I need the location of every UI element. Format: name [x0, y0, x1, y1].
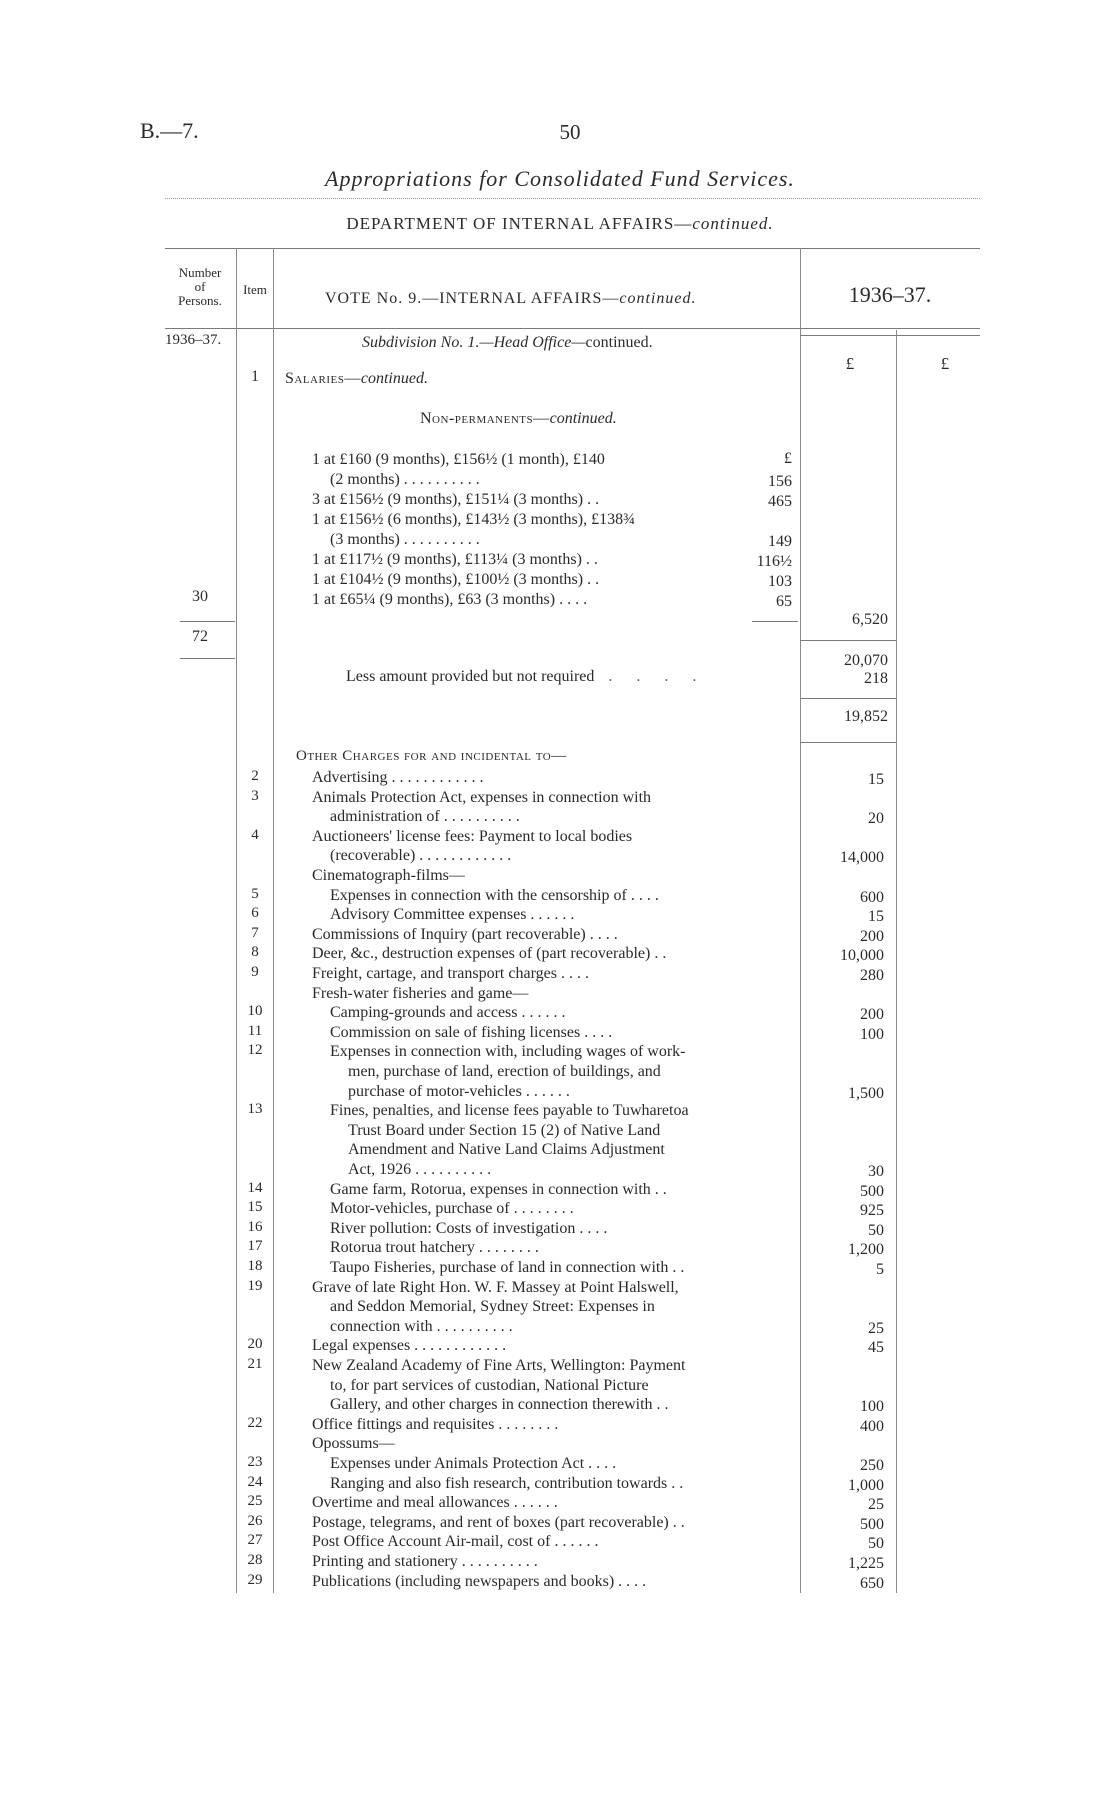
charge-item-number: 6 [251, 905, 259, 922]
charge-amount: 250 [860, 1457, 884, 1474]
less-label-leaders: . . . . [594, 668, 707, 685]
charge-item-number: 17 [247, 1238, 263, 1255]
charge-description: Amendment and Native Land Claims Adjustment [348, 1141, 665, 1159]
year-header: 1936–37. [848, 282, 932, 307]
charge-description: Camping-grounds and access . . . . . . [330, 1004, 566, 1022]
charge-description: Expenses under Animals Protection Act . . . . [330, 1455, 617, 1472]
charge-item-number: 19 [247, 1277, 263, 1294]
charge-amount: 500 [860, 1515, 884, 1533]
charge-description: Deer, &c., destruction expenses of (part recoverable) . . [312, 945, 667, 963]
charge-amount: 500 [860, 1182, 884, 1200]
table-head-rule [165, 328, 980, 329]
salary-line-amount: 156 [768, 473, 792, 490]
charge-amount: 280 [860, 967, 884, 984]
subdivision-heading [362, 334, 653, 352]
charge-description: Cinematograph-films— [312, 867, 465, 884]
charge-description: Trust Board under Section 15 (2) of Native Land [348, 1121, 661, 1139]
persons-total: 72 [192, 628, 208, 645]
charge-description: New Zealand Academy of Fine Arts, Wellington: Payment [312, 1357, 686, 1374]
charge-amount: 50 [868, 1535, 884, 1553]
salary-line-text: 1 at £156½ (6 months), £143½ (3 months), £138¾ [312, 511, 636, 528]
charge-item-number: 26 [247, 1512, 263, 1529]
persons-nonperm: 30 [192, 588, 208, 605]
charge-item-number: 21 [247, 1356, 263, 1372]
persons-header [165, 266, 235, 308]
salary-line-text: 1 at £104½ (9 months), £100½ (3 months) . . [312, 571, 600, 588]
charge-amount: 1,200 [848, 1241, 884, 1259]
charge-amount: 100 [860, 1025, 884, 1043]
salary-line-amount: 116½ [756, 553, 792, 570]
charge-description: Grave of late Right Hon. W. F. Massey at Point Halswell, [312, 1278, 679, 1296]
charge-amount: 200 [860, 1006, 884, 1024]
charge-description: Post Office Account Air-mail, cost of . . . . . . [312, 1533, 599, 1551]
charge-item-number: 10 [247, 1003, 263, 1020]
charge-item-number: 22 [247, 1414, 263, 1431]
charge-amount: 20 [868, 810, 884, 828]
charge-amount: 30 [868, 1163, 884, 1180]
less-label-text: Less amount provided but not required [346, 668, 595, 685]
salary-line-text: (2 months) . . . . . . . . . . [330, 471, 480, 488]
title-rule [165, 198, 980, 199]
vote-title-text: VOTE No. 9.—INTERNAL AFFAIRS— [325, 290, 620, 307]
charge-description: to, for part services of custodian, National Picture [330, 1376, 649, 1394]
charge-item-number: 13 [247, 1101, 263, 1118]
persons-rule-bottom [180, 658, 235, 659]
nonperm-heading [420, 410, 617, 428]
charge-item-number: 15 [247, 1199, 263, 1216]
charge-description: Rotorua trout hatchery . . . . . . . . [330, 1239, 539, 1257]
charge-amount: 925 [860, 1202, 884, 1220]
charge-description: connection with . . . . . . . . . . [330, 1317, 513, 1335]
charge-item-number: 23 [247, 1454, 263, 1470]
charge-amount: 25 [868, 1319, 884, 1337]
charge-amount: 14,000 [840, 849, 884, 867]
charge-amount: 45 [868, 1339, 884, 1357]
charge-description: Expenses in connection with the censorship of . . . . [330, 886, 659, 904]
salaries-continued: continued. [360, 370, 428, 387]
charge-amount: 50 [868, 1221, 884, 1239]
charge-amount: 650 [860, 1574, 884, 1592]
other-charges-heading: Other Charges for and incidental to— [296, 748, 567, 764]
charge-description: Taupo Fisheries, purchase of land in connection with . . [330, 1259, 685, 1276]
department-heading [250, 214, 870, 234]
charge-item-number: 29 [247, 1571, 263, 1588]
charge-item-number: 25 [247, 1493, 263, 1510]
charge-description: Act, 1926 . . . . . . . . . . [348, 1161, 492, 1178]
col-divider-money [896, 330, 897, 1593]
charge-item-number: 9 [251, 964, 259, 980]
charge-item-number: 4 [251, 826, 259, 843]
charge-description: Commission on sale of fishing licenses . . . . [330, 1023, 613, 1041]
pound-symbol-a: £ [845, 354, 855, 373]
charge-item-number: 20 [247, 1336, 263, 1353]
salaries-item-number: 1 [251, 368, 259, 385]
charge-item-number: 5 [251, 885, 259, 902]
salaries-net: 19,852 [844, 708, 888, 725]
less-label [346, 668, 706, 686]
charge-description: Auctioneers' license fees: Payment to local bodies [312, 827, 633, 845]
charge-description: Motor-vehicles, purchase of . . . . . . . . [330, 1200, 574, 1218]
charge-description: Advisory Committee expenses . . . . . . [330, 906, 575, 924]
charge-description: (recoverable) . . . . . . . . . . . . [330, 847, 512, 865]
charge-description: Opossums— [312, 1435, 395, 1453]
charge-description: Office fittings and requisites . . . . . . . . [312, 1415, 559, 1433]
col-divider-item [273, 248, 274, 1593]
charge-item-number: 24 [247, 1473, 263, 1490]
salary-line-amount: 149 [768, 533, 792, 550]
salaries-total: 20,070 [844, 652, 888, 669]
charge-item-number: 28 [247, 1552, 263, 1568]
pound-symbol-b: £ [940, 354, 950, 373]
page-code: B.—7. [140, 118, 199, 143]
persons-header-line1: Number [178, 265, 222, 280]
charge-item-number: 2 [251, 768, 259, 784]
charge-amount: 400 [860, 1417, 884, 1435]
salaries-label: Salaries— [285, 370, 361, 387]
charge-item-number: 27 [247, 1532, 263, 1549]
charge-description: Fresh-water fisheries and game— [312, 984, 529, 1002]
salary-line-text: 1 at £117½ (9 months), £113¼ (3 months) . . [312, 551, 598, 568]
charge-description: Postage, telegrams, and rent of boxes (part recoverable) . . [312, 1513, 685, 1531]
subdivision-continued: continued. [585, 334, 653, 351]
charge-item-number: 14 [247, 1179, 263, 1196]
charge-item-number: 8 [251, 944, 259, 961]
salary-line-text: 1 at £65¼ (9 months), £63 (3 months) . . . . [312, 591, 588, 608]
charge-amount: 1,000 [848, 1476, 884, 1494]
charge-amount: 600 [860, 888, 884, 906]
charge-item-number: 16 [247, 1218, 263, 1235]
charge-description: Legal expenses . . . . . . . . . . . . [312, 1337, 507, 1355]
charge-description: Ranging and also fish research, contribution towards . . [330, 1474, 684, 1492]
charge-description: Advertising . . . . . . . . . . . . [312, 769, 484, 786]
table-top-rule [165, 248, 980, 249]
charge-description: Freight, cartage, and transport charges . . . . [312, 965, 589, 982]
page-number: 50 [559, 120, 581, 144]
charge-item-number: 11 [247, 1022, 263, 1039]
charge-description: Overtime and meal allowances . . . . . . [312, 1494, 558, 1512]
persons-year: 1936–37. [165, 332, 222, 348]
salaries-subtotal: 6,520 [852, 611, 888, 628]
charge-description: Printing and stationery . . . . . . . . . . [312, 1553, 538, 1570]
charge-item-number: 3 [251, 787, 259, 804]
charge-amount: 1,225 [848, 1555, 884, 1572]
persons-header-line2: of [194, 279, 206, 294]
salaries-heading [285, 370, 428, 388]
charge-amount: 15 [868, 908, 884, 926]
charge-description: administration of . . . . . . . . . . [330, 808, 520, 826]
charge-description: purchase of motor-vehicles . . . . . . [348, 1082, 570, 1100]
charge-description: Gallery, and other charges in connection therewith . . [330, 1396, 669, 1414]
charge-item-number: 18 [247, 1258, 263, 1274]
year-underline [800, 335, 980, 336]
vote-title-continued: continued. [619, 290, 697, 307]
net-rule [800, 742, 896, 743]
less-rule-top [800, 698, 896, 699]
salary-lines-rule [752, 621, 798, 622]
charge-amount: 15 [868, 771, 884, 788]
salary-line-amount: 465 [768, 493, 792, 510]
charge-description: Commissions of Inquiry (part recoverable) . . . . [312, 925, 618, 943]
subtotal-rule [800, 640, 896, 641]
salary-line-amount: 103 [768, 573, 792, 590]
charge-item-number: 12 [247, 1042, 263, 1059]
charge-amount: 25 [868, 1496, 884, 1514]
subdivision-text: Subdivision No. 1.—Head Office— [362, 334, 586, 351]
salary-line-text: (3 months) . . . . . . . . . . [330, 531, 480, 548]
charge-description: and Seddon Memorial, Sydney Street: Expenses in [330, 1298, 655, 1316]
charge-amount: 100 [860, 1398, 884, 1416]
charge-amount: 1,500 [848, 1084, 884, 1102]
salaries-pound-symbol: £ [784, 450, 792, 467]
salary-line-text: 3 at £156½ (9 months), £151¼ (3 months) . . [312, 491, 600, 508]
salary-line-text: 1 at £160 (9 months), £156½ (1 month), £140 [312, 451, 605, 468]
charge-amount: 200 [860, 927, 884, 945]
nonperm-label: Non-permanents— [420, 410, 550, 427]
vote-title [325, 290, 696, 308]
charge-description: River pollution: Costs of investigation . . . . [330, 1219, 608, 1237]
persons-header-line3: Persons. [178, 293, 222, 308]
page-title: Appropriations for Consolidated Fund Services. [325, 166, 795, 191]
item-header: Item [243, 282, 267, 297]
charge-description: Animals Protection Act, expenses in connection with [312, 788, 652, 806]
nonperm-continued: continued. [549, 410, 617, 427]
persons-rule-top [180, 621, 235, 622]
salary-line-amount: 65 [776, 593, 792, 610]
charge-description: Expenses in connection with, including wages of work- [330, 1043, 686, 1061]
charge-description: Fines, penalties, and license fees payable to Tuwharetoa [330, 1102, 689, 1120]
charge-description: Publications (including newspapers and books) . . . . [312, 1572, 647, 1590]
charge-description: men, purchase of land, erection of buildings, and [348, 1063, 661, 1080]
charge-amount: 5 [876, 1261, 884, 1278]
department-continued: continued. [692, 214, 774, 233]
less-amount: 218 [864, 670, 888, 687]
charge-description: Game farm, Rotorua, expenses in connection with . . [330, 1180, 667, 1198]
charge-item-number: 7 [251, 924, 259, 941]
charge-amount: 10,000 [840, 947, 884, 965]
department-name: DEPARTMENT OF INTERNAL AFFAIRS— [346, 214, 693, 233]
